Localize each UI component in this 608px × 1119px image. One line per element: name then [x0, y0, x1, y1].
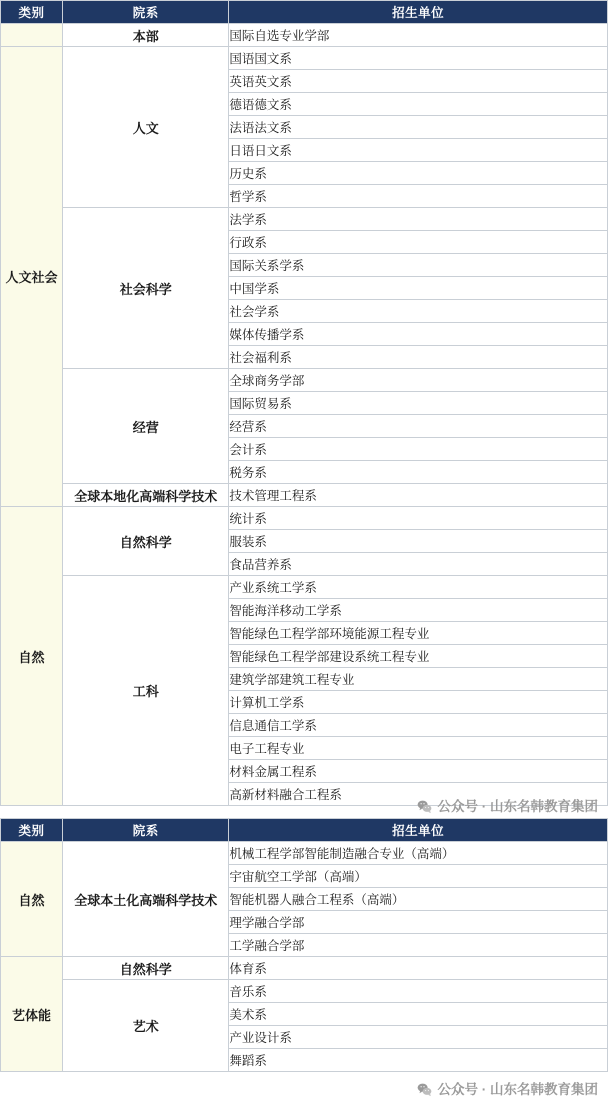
- cell-unit: 建筑学部建筑工程专业: [229, 668, 608, 691]
- cell-college: 艺术: [63, 980, 229, 1072]
- cell-unit: 电子工程专业: [229, 737, 608, 760]
- cell-category: [1, 24, 63, 47]
- cell-unit: 理学融合学部: [229, 911, 608, 934]
- cell-college: 自然科学: [63, 957, 229, 980]
- table-row: [1, 980, 608, 1003]
- cell-college: 社会科学: [63, 208, 229, 369]
- cell-college: 全球本土化高端科学技术: [63, 842, 229, 957]
- cell-unit: 材料金属工程系: [229, 760, 608, 783]
- cell-college: 工科: [63, 576, 229, 806]
- table-row: [1, 957, 608, 980]
- cell-college: 自然科学: [63, 507, 229, 576]
- cell-college: 经营: [63, 369, 229, 484]
- cell-unit: 服装系: [229, 530, 608, 553]
- table-row: [1, 842, 608, 865]
- watermark-text: 公众号 · 山东名韩教育集团: [437, 1082, 598, 1097]
- cell-unit: 智能绿色工程学部建设系统工程专业: [229, 645, 608, 668]
- cell-unit: 计算机工学系: [229, 691, 608, 714]
- header-category: 类别: [1, 1, 63, 24]
- table-row: [1, 576, 608, 599]
- watermark-text: 公众号 · 山东名韩教育集团: [437, 799, 598, 814]
- cell-category: 自然: [1, 842, 63, 957]
- header-unit: 招生单位: [229, 819, 608, 842]
- header-college: 院系: [63, 1, 229, 24]
- cell-unit: 国际关系学系: [229, 254, 608, 277]
- cell-unit: 税务系: [229, 461, 608, 484]
- table-row: [1, 369, 608, 392]
- cell-category: 人文社会: [1, 47, 63, 507]
- table-bottom-header: [1, 819, 608, 842]
- cell-unit: 行政系: [229, 231, 608, 254]
- admissions-table-bottom: [0, 818, 608, 1072]
- cell-unit: 舞蹈系: [229, 1049, 608, 1072]
- cell-unit: 会计系: [229, 438, 608, 461]
- cell-unit: 工学融合学部: [229, 934, 608, 957]
- cell-unit: 社会福利系: [229, 346, 608, 369]
- cell-category: 自然: [1, 507, 63, 806]
- cell-college: 人文: [63, 47, 229, 208]
- cell-unit: 社会学系: [229, 300, 608, 323]
- cell-unit: 全球商务学部: [229, 369, 608, 392]
- table-top-header: [1, 1, 608, 24]
- cell-unit: 统计系: [229, 507, 608, 530]
- cell-unit: 技术管理工程系: [229, 484, 608, 507]
- cell-unit: 媒体传播学系: [229, 323, 608, 346]
- wechat-icon: [417, 1082, 432, 1097]
- cell-unit: 高新材料融合工程系: [229, 783, 608, 806]
- watermark-bottom: [417, 1078, 599, 1098]
- cell-unit: 食品营养系: [229, 553, 608, 576]
- cell-unit: 智能海洋移动工学系: [229, 599, 608, 622]
- cell-unit: 法语法文系: [229, 116, 608, 139]
- cell-unit: 国语国文系: [229, 47, 608, 70]
- cell-unit: 机械工程学部智能制造融合专业（高端）: [229, 842, 608, 865]
- cell-unit: 国际贸易系: [229, 392, 608, 415]
- header-unit: 招生单位: [229, 1, 608, 24]
- cell-unit: 宇宙航空工学部（高端）: [229, 865, 608, 888]
- table-row: [1, 208, 608, 231]
- table-separator: [0, 806, 608, 818]
- cell-unit: 产业系统工学系: [229, 576, 608, 599]
- cell-unit: 产业设计系: [229, 1026, 608, 1049]
- table-row: [1, 507, 608, 530]
- cell-unit: 美术系: [229, 1003, 608, 1026]
- cell-unit: 音乐系: [229, 980, 608, 1003]
- table-bottom-body: [1, 842, 608, 1072]
- cell-unit: 历史系: [229, 162, 608, 185]
- cell-unit: 中国学系: [229, 277, 608, 300]
- cell-unit: 法学系: [229, 208, 608, 231]
- cell-unit: 体育系: [229, 957, 608, 980]
- cell-unit: 国际自选专业学部: [229, 24, 608, 47]
- table-row: [1, 24, 608, 47]
- cell-unit: 日语日文系: [229, 139, 608, 162]
- cell-unit: 智能机器人融合工程系（高端）: [229, 888, 608, 911]
- table-row: [1, 484, 608, 507]
- table-top-body: [1, 24, 608, 806]
- header-category: 类别: [1, 819, 63, 842]
- cell-unit: 英语英文系: [229, 70, 608, 93]
- cell-unit: 哲学系: [229, 185, 608, 208]
- table-row: [1, 47, 608, 70]
- header-college: 院系: [63, 819, 229, 842]
- cell-college: 全球本地化高端科学技术: [63, 484, 229, 507]
- cell-unit: 智能绿色工程学部环境能源工程专业: [229, 622, 608, 645]
- cell-unit: 德语德文系: [229, 93, 608, 116]
- cell-college: 本部: [63, 24, 229, 47]
- cell-unit: 信息通信工学系: [229, 714, 608, 737]
- cell-category: 艺体能: [1, 957, 63, 1072]
- cell-unit: 经营系: [229, 415, 608, 438]
